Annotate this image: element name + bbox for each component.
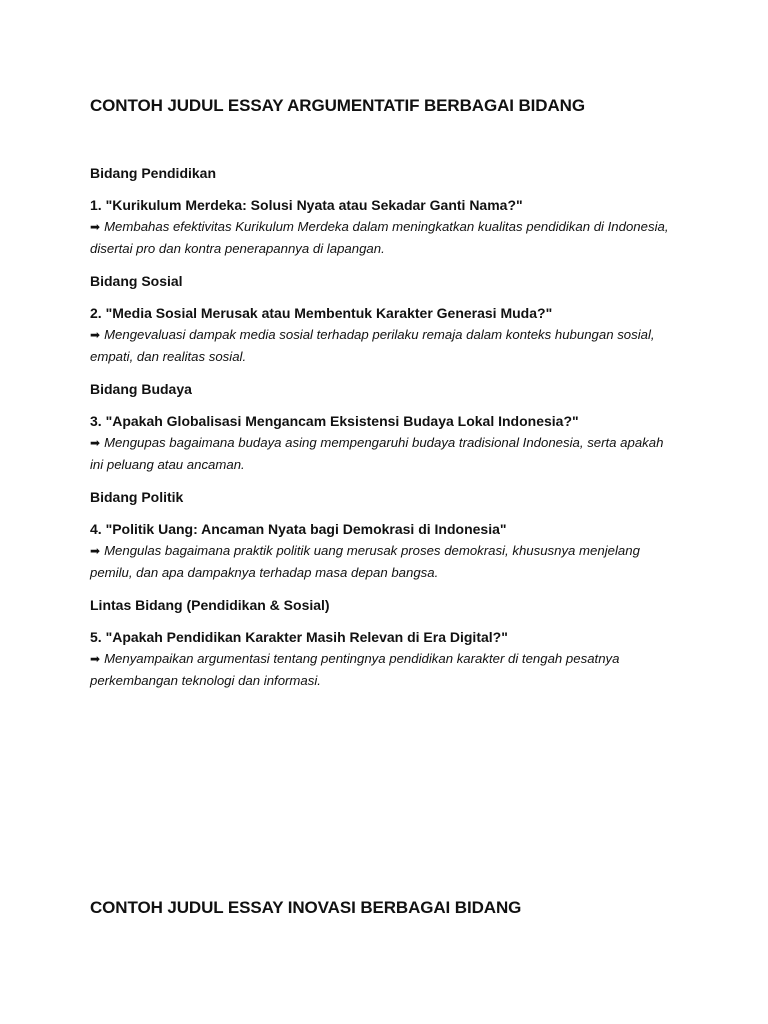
essay-title: 2. "Media Sosial Merusak atau Membentuk Karakter Generasi Muda?" (90, 305, 553, 321)
section-budaya (90, 379, 680, 476)
essay-description (90, 540, 680, 584)
arrow-right-icon: ➡ (90, 436, 101, 450)
description-text: Mengevaluasi dampak media sosial terhadap perilaku remaja dalam konteks hubungan sosial, empati, dan realitas sosial. (90, 327, 655, 364)
document-title-innovation: CONTOH JUDUL ESSAY INOVASI BERBAGAI BIDANG (90, 898, 522, 917)
arrow-right-icon: ➡ (90, 544, 101, 558)
section-heading: Lintas Bidang (Pendidikan & Sosial) (90, 597, 330, 613)
section-sosial (90, 271, 680, 368)
description-text: Menyampaikan argumentasi tentang pentingnya pendidikan karakter di tengah pesatnya perkembangan teknologi dan informasi. (90, 651, 620, 688)
essay-title-list (90, 163, 680, 692)
section-pendidikan (90, 163, 680, 260)
essay-title: 3. "Apakah Globalisasi Mengancam Eksistensi Budaya Lokal Indonesia?" (90, 413, 579, 429)
essay-description (90, 432, 680, 476)
essay-title: 1. "Kurikulum Merdeka: Solusi Nyata atau Sekadar Ganti Nama?" (90, 197, 523, 213)
description-text: Mengupas bagaimana budaya asing mempengaruhi budaya tradisional Indonesia, serta apakah ini peluang atau ancaman. (90, 435, 664, 472)
essay-description (90, 648, 680, 692)
document-title-argumentative: CONTOH JUDUL ESSAY ARGUMENTATIF BERBAGAI BIDANG (90, 96, 585, 115)
essay-title: 5. "Apakah Pendidikan Karakter Masih Relevan di Era Digital?" (90, 629, 508, 645)
essay-title: 4. "Politik Uang: Ancaman Nyata bagi Demokrasi di Indonesia" (90, 521, 507, 537)
section-politik (90, 487, 680, 584)
section-heading: Bidang Pendidikan (90, 165, 217, 181)
section-heading: Bidang Sosial (90, 273, 183, 289)
section-heading: Bidang Budaya (90, 381, 192, 397)
essay-description (90, 216, 680, 260)
arrow-right-icon: ➡ (90, 328, 101, 342)
section-lintas-bidang (90, 595, 680, 692)
description-text: Mengulas bagaimana praktik politik uang merusak proses demokrasi, khususnya menjelang pemilu, dan apa dampaknya terhadap masa depan bangsa. (90, 543, 640, 580)
section-heading: Bidang Politik (90, 489, 184, 505)
description-text: Membahas efektivitas Kurikulum Merdeka dalam meningkatkan kualitas pendidikan di Indonesia, disertai pro dan kontra penerapannya di lapangan. (90, 219, 669, 256)
arrow-right-icon: ➡ (90, 652, 101, 666)
arrow-right-icon: ➡ (90, 220, 101, 234)
essay-description (90, 324, 680, 368)
